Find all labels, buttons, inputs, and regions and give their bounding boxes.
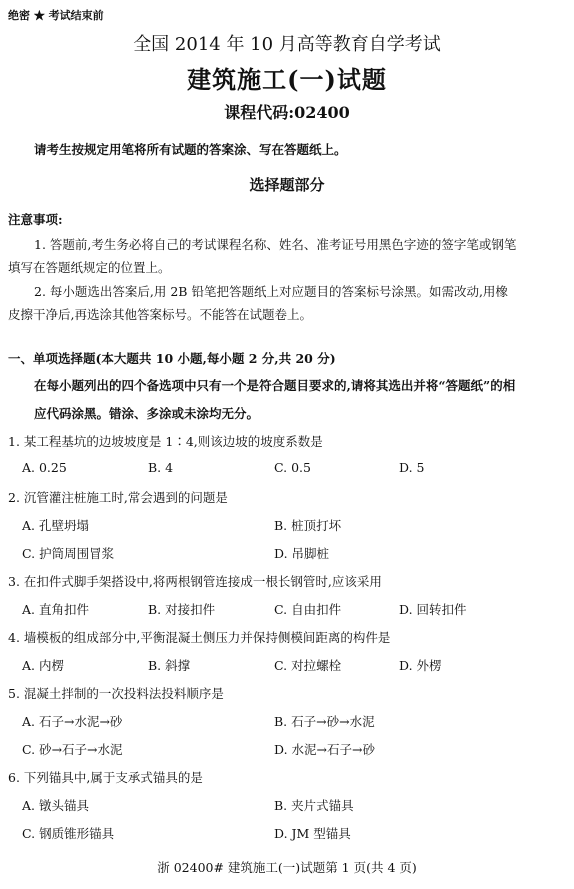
question-option: A. 内楞 bbox=[22, 658, 64, 673]
question-option: B. 夹片式锚具 bbox=[274, 798, 354, 813]
question-option: B. 4 bbox=[148, 460, 174, 475]
question-option: B. 桩顶打坏 bbox=[274, 518, 342, 533]
question-option: A. 0.25 bbox=[22, 460, 67, 475]
subject-title: 建筑施工(一)试题 bbox=[187, 65, 387, 94]
question-stem: 6. 下列锚具中,属于支承式锚具的是 bbox=[8, 770, 203, 785]
question-stem: 3. 在扣件式脚手架搭设中,将两根钢管连接成一根长钢管时,应该采用 bbox=[8, 574, 382, 589]
question-stem: 5. 混凝土拌制的一次投料法投料顺序是 bbox=[8, 686, 224, 701]
question-option: A. 石子→水泥→砂 bbox=[22, 714, 123, 729]
notes-heading: 注意事项: bbox=[8, 212, 63, 227]
section-title: 选择题部分 bbox=[249, 176, 325, 194]
question-option: D. 5 bbox=[399, 460, 425, 475]
question-option: C. 砂→石子→水泥 bbox=[22, 742, 123, 757]
part-description-line-2: 应代码涂黑。错涂、多涂或未涂均无分。 bbox=[34, 406, 260, 421]
note-item-1-line-2: 填写在答题纸规定的位置上。 bbox=[8, 260, 171, 275]
question-option: C. 自由扣件 bbox=[274, 602, 342, 617]
question-option: A. 直角扣件 bbox=[22, 602, 89, 617]
question-option: C. 对拉螺栓 bbox=[274, 658, 342, 673]
question-option: C. 钢质锥形锚具 bbox=[22, 826, 115, 841]
question-option: D. 吊脚桩 bbox=[274, 546, 330, 561]
note-item-1-line-1: 1. 答题前,考生务必将自己的考试课程名称、姓名、准考证号用黑色字迹的签字笔或钢笔 bbox=[34, 237, 517, 252]
question-option: B. 对接扣件 bbox=[148, 602, 216, 617]
confidential-label: 绝密 ★ 考试结束前 bbox=[8, 9, 104, 22]
question-option: B. 斜撑 bbox=[148, 658, 191, 673]
question-stem: 4. 墙模板的组成部分中,平衡混凝土侧压力并保持侧模间距离的构件是 bbox=[8, 630, 391, 645]
answer-instruction: 请考生按规定用笔将所有试题的答案涂、写在答题纸上。 bbox=[34, 142, 347, 157]
course-code: 课程代码:02400 bbox=[224, 103, 350, 122]
question-option: D. JM 型锚具 bbox=[274, 826, 351, 841]
question-option: C. 0.5 bbox=[274, 460, 311, 475]
page-footer: 浙 02400# 建筑施工(一)试题第 1 页(共 4 页) bbox=[157, 860, 417, 875]
question-option: D. 回转扣件 bbox=[399, 602, 467, 617]
question-option: D. 水泥→石子→砂 bbox=[274, 742, 375, 757]
part-heading: 一、单项选择题(本大题共 10 小题,每小题 2 分,共 20 分) bbox=[8, 351, 336, 366]
question-option: D. 外楞 bbox=[399, 658, 442, 673]
question-stem: 1. 某工程基坑的边坡坡度是 1∶4,则该边坡的坡度系数是 bbox=[8, 434, 323, 449]
part-description-line-1: 在每小题列出的四个备选项中只有一个是符合题目要求的,请将其选出并将“答题纸”的相 bbox=[34, 378, 516, 393]
note-item-2-line-2: 皮擦干净后,再选涂其他答案标号。不能答在试题卷上。 bbox=[8, 307, 312, 322]
question-stem: 2. 沉管灌注桩施工时,常会遇到的问题是 bbox=[8, 490, 228, 505]
note-item-2-line-1: 2. 每小题选出答案后,用 2B 铅笔把答题纸上对应题目的答案标号涂黑。如需改动,用橡 bbox=[34, 284, 508, 299]
question-option: A. 镦头锚具 bbox=[22, 798, 89, 813]
question-option: C. 护筒周围冒浆 bbox=[22, 546, 115, 561]
question-option: A. 孔壁坍塌 bbox=[22, 518, 89, 533]
exam-title: 全国 2014 年 10 月高等教育自学考试 bbox=[133, 34, 441, 55]
question-option: B. 石子→砂→水泥 bbox=[274, 714, 375, 729]
